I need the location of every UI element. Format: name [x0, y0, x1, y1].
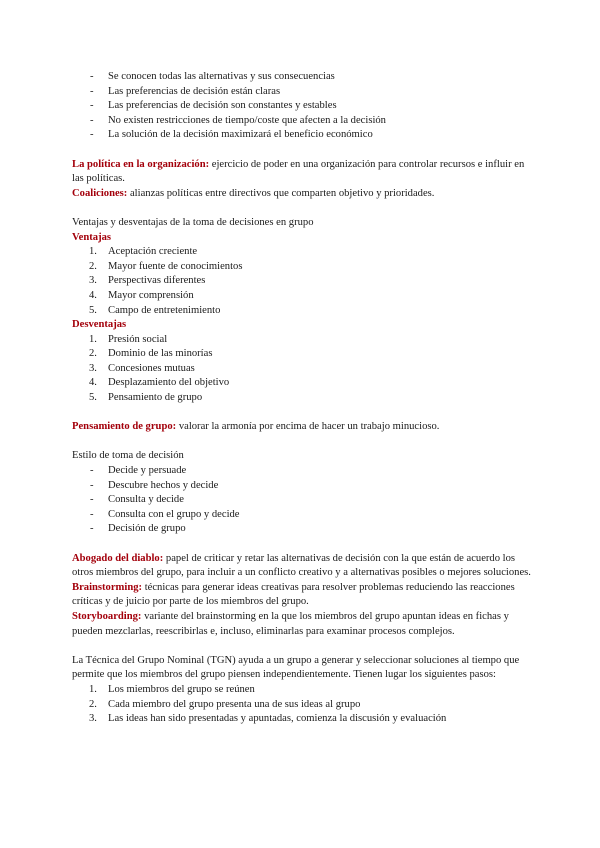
list-item: 4. Mayor comprensión: [89, 289, 194, 301]
desventajas-title: Desventajas: [72, 319, 127, 331]
estilo-list: [72, 464, 534, 537]
assumptions-list: [72, 70, 534, 143]
ventajas-title: Ventajas: [72, 231, 112, 243]
section-heading-grupo: Ventajas y desventajas de la toma de decisiones en grupo: [72, 216, 314, 228]
list-item: 2. Dominio de las minorías: [89, 348, 213, 360]
list-item: 2. Mayor fuente de conocimientos: [89, 260, 243, 272]
list-item: - Decide y persuade: [72, 464, 534, 479]
list-item: - Las preferencias de decisión son constantes y estables: [72, 99, 534, 114]
list-item: 1. Presión social: [89, 333, 168, 345]
definition-politica: [72, 158, 534, 187]
list-item: 4. Desplazamiento del objetivo: [89, 377, 230, 389]
term-coaliciones: Coaliciones:: [72, 187, 128, 199]
list-item: - Descubre hechos y decide: [72, 479, 534, 494]
list-item: 5. Campo de entretenimiento: [89, 304, 221, 316]
definition-text: alianzas políticas entre directivos que comparten objetivo y prioridades.: [127, 187, 435, 199]
list-item: - Se conocen todas las alternativas y sus consecuencias: [72, 70, 534, 85]
list-item: - Las preferencias de decisión están claras: [72, 85, 534, 100]
definition-text: técnicas para generar ideas creativas para resolver problemas reduciendo las reacciones críticas y de juicio por parte de los miembros del grupo.: [72, 581, 515, 608]
list-item: - La solución de la decisión maximizará el beneficio económico: [72, 128, 534, 143]
definition-text: ejercicio de poder en una organización para controlar recursos e influir en las políticas.: [72, 158, 525, 185]
term-brainstorming: Brainstorming:: [72, 581, 143, 593]
list-item: 3. Perspectivas diferentes: [89, 275, 206, 287]
definition-text: valorar la armonía por encima de hacer un trabajo minucioso.: [176, 421, 440, 433]
definition-text: papel de criticar y retar las alternativas de decisión con la que están de acuerdo los otros miembros del grupo, para incluir a un conflicto creativo y a alternativas posibles o mejores soluciones.: [72, 552, 531, 579]
term-storyboarding: Storyboarding:: [72, 610, 142, 622]
list-item: - Consulta con el grupo y decide: [72, 508, 534, 523]
definition-brainstorming: [72, 581, 534, 610]
definition-abogado: [72, 552, 534, 581]
ventajas-list: [72, 245, 534, 318]
list-item: - No existen restricciones de tiempo/coste que afecten a la decisión: [72, 114, 534, 129]
desventajas-list: [72, 333, 534, 406]
list-item: 2. Cada miembro del grupo presenta una de sus ideas al grupo: [89, 698, 361, 710]
tgn-steps-list: [72, 683, 534, 727]
definition-pensamiento: [72, 420, 534, 435]
definition-coaliciones: [72, 187, 534, 202]
list-item: 3. Las ideas han sido presentadas y apuntadas, comienza la discusión y evaluación: [89, 713, 447, 725]
list-item: 3. Concesiones mutuas: [89, 362, 195, 374]
list-item: 1. Aceptación creciente: [89, 246, 198, 258]
list-item: 1. Los miembros del grupo se reúnen: [89, 683, 255, 695]
list-item: 5. Pensamiento de grupo: [89, 392, 203, 404]
document-page: [72, 70, 534, 727]
term-abogado: Abogado del diablo:: [72, 552, 164, 564]
tgn-paragraph: La Técnica del Grupo Nominal (TGN) ayuda a un grupo a generar y seleccionar soluciones al tiempo que permite que los miembros del grupo piensen independientemente. Tienen lugar los siguientes pasos:: [72, 654, 520, 681]
section-heading-estilo: Estilo de toma de decisión: [72, 450, 184, 462]
term-pensamiento: Pensamiento de grupo:: [72, 421, 177, 433]
definition-storyboarding: [72, 610, 534, 639]
definition-text: variante del brainstorming en la que los miembros del grupo apuntan ideas en fichas y pueden mezclarlas, reescribirlas e, incluso, eliminarlas para examinar procesos complejos.: [72, 610, 509, 637]
list-item: - Decisión de grupo: [72, 522, 534, 537]
term-politica: La política en la organización:: [72, 158, 210, 170]
list-item: - Consulta y decide: [72, 493, 534, 508]
